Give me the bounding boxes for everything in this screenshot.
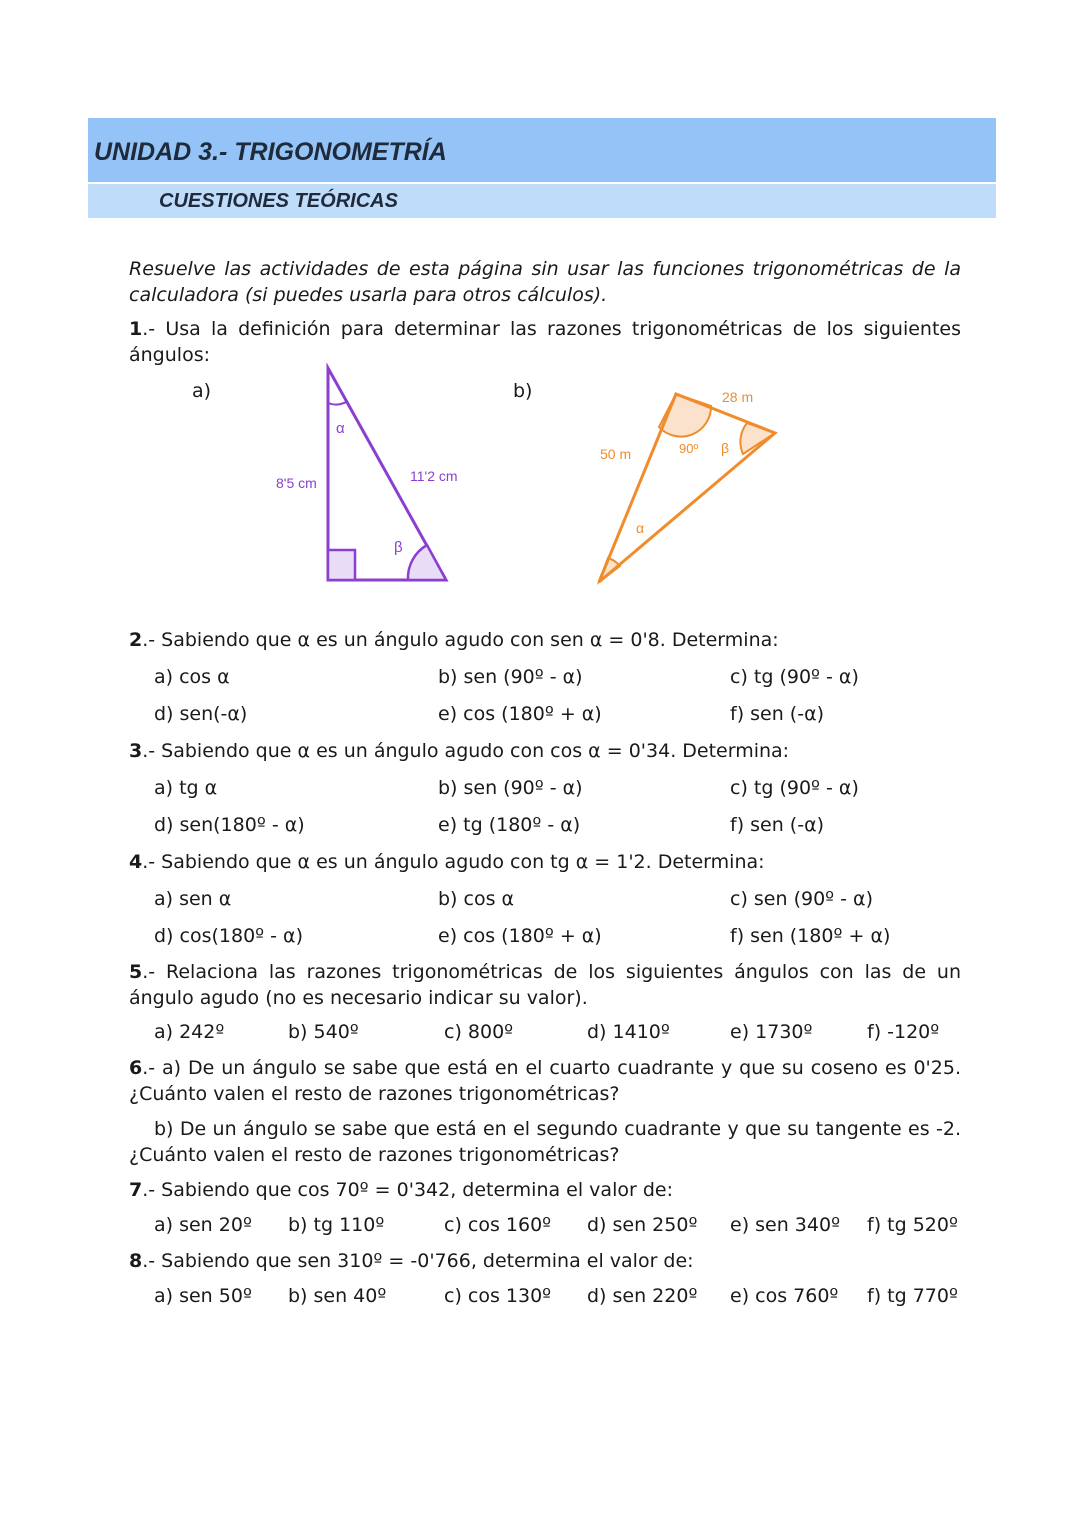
question-3 xyxy=(129,738,789,764)
question-8 xyxy=(129,1248,694,1274)
q2-item-f: f) sen (-α) xyxy=(730,703,825,725)
alpha-arc-a xyxy=(328,401,348,405)
unit-title: UNIDAD 3.- TRIGONOMETRÍA xyxy=(94,138,447,166)
q6-number: 6 xyxy=(129,1057,143,1079)
q3-item-d: d) sen(180º - α) xyxy=(154,814,305,836)
q8-item-a: a) sen 50º xyxy=(154,1285,252,1307)
q5-item-a: a) 242º xyxy=(154,1021,225,1043)
q4-item-e: e) cos (180º + α) xyxy=(438,925,602,947)
q2-item-c: c) tg (90º - α) xyxy=(730,666,859,688)
q4-item-b: b) cos α xyxy=(438,888,515,910)
q5-item-b: b) 540º xyxy=(288,1021,359,1043)
q8-item-f: f) tg 770º xyxy=(867,1285,958,1307)
q5-item-f: f) -120º xyxy=(867,1021,940,1043)
q6-text-b: b) De un ángulo se sabe que está en el segundo cuadrante y que su tangente es -2. ¿Cuánto valen el resto de razones trigonométricas? xyxy=(129,1118,961,1166)
q3-item-e: e) tg (180º - α) xyxy=(438,814,581,836)
q8-item-c: c) cos 130º xyxy=(444,1285,552,1307)
q4-item-d: d) cos(180º - α) xyxy=(154,925,303,947)
intro-text: Resuelve las actividades de esta página sin usar las funciones trigonométricas de la calculadora (si puedes usarla para otros cálculos). xyxy=(129,258,961,306)
q2-item-d: d) sen(-α) xyxy=(154,703,248,725)
q2-number: 2 xyxy=(129,629,143,651)
question-6a xyxy=(129,1055,961,1107)
question-5 xyxy=(129,959,961,1011)
q7-number: 7 xyxy=(129,1179,143,1201)
side-left-label-a: 8'5 cm xyxy=(276,475,317,491)
q3-item-c: c) tg (90º - α) xyxy=(730,777,859,799)
q7-item-c: c) cos 160º xyxy=(444,1214,552,1236)
q7-item-b: b) tg 110º xyxy=(288,1214,385,1236)
q7-item-e: e) sen 340º xyxy=(730,1214,841,1236)
q7-item-d: d) sen 250º xyxy=(587,1214,698,1236)
question-4 xyxy=(129,849,765,875)
unit-header xyxy=(88,118,996,182)
q3-item-b: b) sen (90º - α) xyxy=(438,777,583,799)
triangle-a-figure xyxy=(260,360,480,592)
section-title: CUESTIONES TEÓRICAS xyxy=(159,190,398,212)
q7-item-a: a) sen 20º xyxy=(154,1214,252,1236)
right-angle-label-b: 90º xyxy=(679,441,699,456)
q7-text: .- Sabiendo que cos 70º = 0'342, determina el valor de: xyxy=(142,1179,673,1201)
alpha-label-a: α xyxy=(336,420,345,437)
q3-text: .- Sabiendo que α es un ángulo agudo con cos α = 0'34. Determina: xyxy=(142,740,790,762)
alpha-label-b: α xyxy=(636,520,645,536)
q2-text: .- Sabiendo que α es un ángulo agudo con sen α = 0'8. Determina: xyxy=(142,629,779,651)
side-top-label-b: 28 m xyxy=(722,389,754,405)
q5-item-e: e) 1730º xyxy=(730,1021,813,1043)
q4-text: .- Sabiendo que α es un ángulo agudo con tg α = 1'2. Determina: xyxy=(142,851,765,873)
q7-item-f: f) tg 520º xyxy=(867,1214,958,1236)
hypotenuse-label-a: 11'2 cm xyxy=(410,468,458,484)
q2-item-b: b) sen (90º - α) xyxy=(438,666,583,688)
triangle-b-figure xyxy=(580,380,800,590)
q5-item-c: c) 800º xyxy=(444,1021,514,1043)
beta-arc-a xyxy=(408,545,446,580)
q3-number: 3 xyxy=(129,740,143,762)
section-header xyxy=(88,184,996,218)
q1-number: 1 xyxy=(129,318,143,340)
q5-text: .- Relaciona las razones trigonométricas de los siguientes ángulos con las de un ángulo agudo (no es necesario indicar su valor). xyxy=(129,961,961,1009)
q4-number: 4 xyxy=(129,851,143,873)
right-angle-mark xyxy=(328,550,355,580)
q8-number: 8 xyxy=(129,1250,143,1272)
q8-text: .- Sabiendo que sen 310º = -0'766, determina el valor de: xyxy=(142,1250,694,1272)
question-1 xyxy=(129,316,961,368)
q6-text-a: .- a) De un ángulo se sabe que está en el cuarto cuadrante y que su coseno es 0'25. ¿Cuánto valen el resto de razones trigonométricas? xyxy=(129,1057,961,1105)
q4-item-a: a) sen α xyxy=(154,888,232,910)
q4-item-c: c) sen (90º - α) xyxy=(730,888,873,910)
figure-b-label: b) xyxy=(513,380,533,402)
side-left-label-b: 50 m xyxy=(600,446,632,462)
question-7 xyxy=(129,1177,673,1203)
question-2 xyxy=(129,627,779,653)
q5-item-d: d) 1410º xyxy=(587,1021,670,1043)
q8-item-b: b) sen 40º xyxy=(288,1285,387,1307)
q4-item-f: f) sen (180º + α) xyxy=(730,925,891,947)
q2-item-a: a) cos α xyxy=(154,666,230,688)
beta-label-a: β xyxy=(394,539,403,556)
figure-a-label: a) xyxy=(192,380,212,402)
q8-item-d: d) sen 220º xyxy=(587,1285,698,1307)
q3-item-f: f) sen (-α) xyxy=(730,814,825,836)
q1-text: .- Usa la definición para determinar las razones trigonométricas de los siguientes ángulos: xyxy=(129,318,961,366)
beta-label-b: β xyxy=(721,440,730,456)
q8-item-e: e) cos 760º xyxy=(730,1285,839,1307)
q5-number: 5 xyxy=(129,961,143,983)
q3-item-a: a) tg α xyxy=(154,777,218,799)
q2-item-e: e) cos (180º + α) xyxy=(438,703,602,725)
